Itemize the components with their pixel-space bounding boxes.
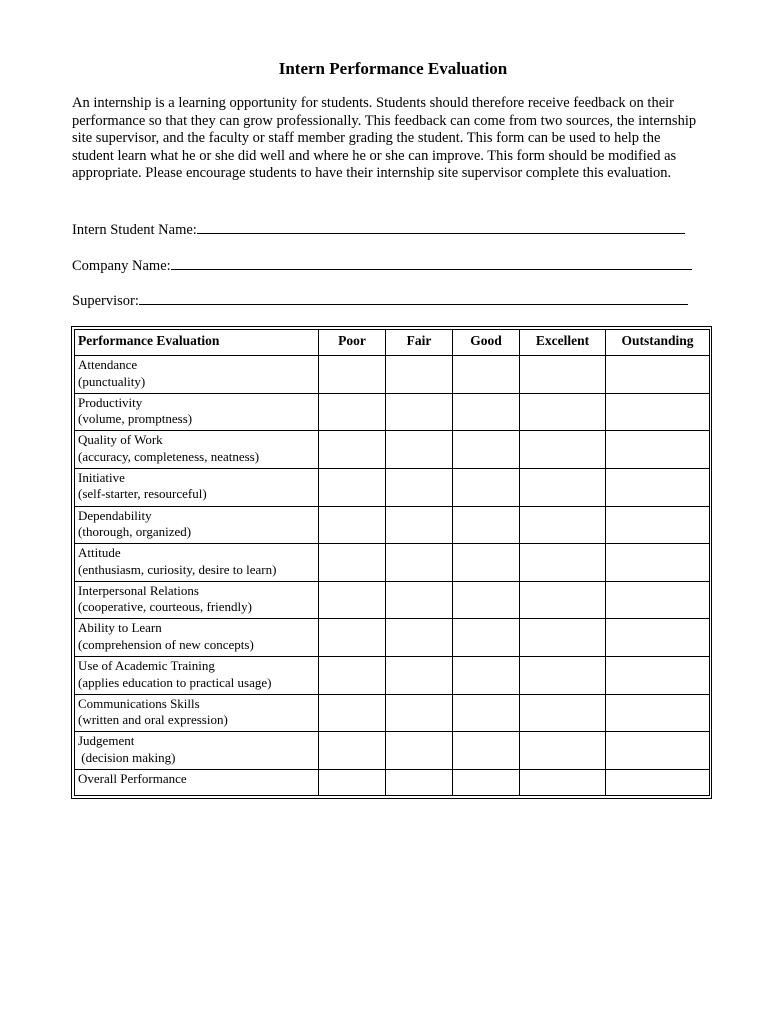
table-row bbox=[75, 431, 710, 469]
criterion-description: (decision making) bbox=[78, 749, 176, 765]
criterion-cell bbox=[75, 732, 319, 770]
rating-cell-poor[interactable] bbox=[319, 393, 386, 431]
criterion-cell bbox=[75, 657, 319, 695]
criterion-name: Overall Performance bbox=[78, 770, 187, 786]
header-fair: Fair bbox=[386, 330, 453, 356]
rating-cell-poor[interactable] bbox=[319, 769, 386, 795]
rating-cell-good[interactable] bbox=[453, 544, 520, 582]
supervisor-blank[interactable] bbox=[139, 292, 688, 305]
header-good: Good bbox=[453, 330, 520, 356]
header-outstanding: Outstanding bbox=[606, 330, 710, 356]
table-row bbox=[75, 732, 710, 770]
criterion-cell bbox=[75, 431, 319, 469]
rating-cell-poor[interactable] bbox=[319, 581, 386, 619]
rating-cell-good[interactable] bbox=[453, 431, 520, 469]
company-name-blank[interactable] bbox=[171, 257, 692, 270]
student-name-field bbox=[72, 221, 685, 239]
criterion-name: Dependability bbox=[78, 507, 152, 523]
rating-cell-poor[interactable] bbox=[319, 544, 386, 582]
criterion-cell bbox=[75, 544, 319, 582]
rating-cell-good[interactable] bbox=[453, 468, 520, 506]
rating-cell-excellent[interactable] bbox=[520, 657, 606, 695]
criterion-name: Attendance bbox=[78, 357, 138, 372]
criterion-description: (accuracy, completeness, neatness) bbox=[78, 448, 260, 464]
rating-cell-good[interactable] bbox=[453, 732, 520, 770]
rating-cell-poor[interactable] bbox=[319, 732, 386, 770]
rating-cell-excellent[interactable] bbox=[520, 732, 606, 770]
intro-paragraph: An internship is a learning opportunity for students. Students should therefore receive feedback on their performance so that they can grow professionally. This feedback can come from two sources, the internship site supervisor, and the faculty or staff member grading the student. This form can be used to help the student learn what he or she did well and where he or she can improve. This form should be modified as appropriate. Please encourage students to have their internship site supervisor complete this evaluation. bbox=[72, 95, 697, 182]
header-performance-evaluation: Performance Evaluation bbox=[75, 330, 319, 356]
rating-cell-fair[interactable] bbox=[386, 657, 453, 695]
rating-cell-excellent[interactable] bbox=[520, 393, 606, 431]
rating-cell-outstanding[interactable] bbox=[606, 581, 710, 619]
rating-cell-fair[interactable] bbox=[386, 468, 453, 506]
criterion-cell bbox=[75, 694, 319, 732]
criterion-description: (comprehension of new concepts) bbox=[78, 636, 254, 652]
rating-cell-fair[interactable] bbox=[386, 431, 453, 469]
rating-cell-excellent[interactable] bbox=[520, 544, 606, 582]
page-title: Intern Performance Evaluation bbox=[278, 59, 508, 78]
criterion-cell bbox=[75, 393, 319, 431]
rating-cell-outstanding[interactable] bbox=[606, 468, 710, 506]
evaluation-table-frame bbox=[71, 326, 712, 799]
criterion-name: Productivity bbox=[78, 394, 143, 410]
criterion-name: Interpersonal Relations bbox=[78, 582, 199, 598]
rating-cell-poor[interactable] bbox=[319, 468, 386, 506]
criterion-name: Judgement bbox=[78, 733, 135, 749]
table-row bbox=[75, 581, 710, 619]
criterion-name: Quality of Work bbox=[78, 432, 163, 448]
criterion-description: (cooperative, courteous, friendly) bbox=[78, 599, 252, 615]
rating-cell-excellent[interactable] bbox=[520, 769, 606, 795]
company-name-label: Company Name: bbox=[72, 258, 171, 274]
rating-cell-good[interactable] bbox=[453, 356, 520, 394]
criterion-name: Use of Academic Training bbox=[78, 658, 215, 673]
table-row bbox=[75, 356, 710, 394]
table-row bbox=[75, 694, 710, 732]
table-row bbox=[75, 657, 710, 695]
rating-cell-good[interactable] bbox=[453, 619, 520, 657]
criterion-name: Attitude bbox=[78, 545, 121, 561]
rating-cell-excellent[interactable] bbox=[520, 431, 606, 469]
rating-cell-excellent[interactable] bbox=[520, 468, 606, 506]
rating-cell-outstanding[interactable] bbox=[606, 769, 710, 795]
rating-cell-good[interactable] bbox=[453, 769, 520, 795]
supervisor-label: Supervisor: bbox=[72, 293, 139, 309]
rating-cell-excellent[interactable] bbox=[520, 356, 606, 394]
criterion-description: (thorough, organized) bbox=[78, 524, 192, 539]
rating-cell-fair[interactable] bbox=[386, 732, 453, 770]
rating-cell-good[interactable] bbox=[453, 393, 520, 431]
rating-cell-poor[interactable] bbox=[319, 506, 386, 544]
rating-cell-outstanding[interactable] bbox=[606, 356, 710, 394]
rating-cell-fair[interactable] bbox=[386, 506, 453, 544]
evaluation-table bbox=[74, 329, 710, 796]
rating-cell-outstanding[interactable] bbox=[606, 657, 710, 695]
rating-cell-outstanding[interactable] bbox=[606, 393, 710, 431]
criterion-cell bbox=[75, 619, 319, 657]
rating-cell-poor[interactable] bbox=[319, 694, 386, 732]
rating-cell-good[interactable] bbox=[453, 506, 520, 544]
criterion-description: (volume, promptness) bbox=[78, 411, 193, 427]
student-name-blank[interactable] bbox=[197, 221, 685, 234]
criterion-description: (written and oral expression) bbox=[78, 712, 228, 728]
criterion-cell bbox=[75, 506, 319, 544]
criterion-cell bbox=[75, 356, 319, 394]
criterion-name: Communications Skills bbox=[78, 695, 200, 711]
rating-cell-fair[interactable] bbox=[386, 544, 453, 582]
rating-cell-excellent[interactable] bbox=[520, 581, 606, 619]
supervisor-field bbox=[72, 292, 688, 310]
rating-cell-outstanding[interactable] bbox=[606, 619, 710, 657]
criterion-description: (enthusiasm, curiosity, desire to learn) bbox=[78, 561, 277, 577]
rating-cell-good[interactable] bbox=[453, 657, 520, 695]
criterion-description: (punctuality) bbox=[78, 373, 146, 389]
criterion-description: (applies education to practical usage) bbox=[78, 674, 272, 690]
criterion-name: Initiative bbox=[78, 469, 125, 485]
rating-cell-excellent[interactable] bbox=[520, 619, 606, 657]
rating-cell-poor[interactable] bbox=[319, 619, 386, 657]
rating-cell-outstanding[interactable] bbox=[606, 544, 710, 582]
rating-cell-outstanding[interactable] bbox=[606, 732, 710, 770]
rating-cell-good[interactable] bbox=[453, 694, 520, 732]
criterion-name: Ability to Learn bbox=[78, 620, 162, 636]
rating-cell-fair[interactable] bbox=[386, 581, 453, 619]
rating-cell-outstanding[interactable] bbox=[606, 431, 710, 469]
table-row bbox=[75, 393, 710, 431]
header-excellent: Excellent bbox=[520, 330, 606, 356]
table-header-row bbox=[75, 330, 710, 356]
criterion-description: (self-starter, resourceful) bbox=[78, 486, 207, 502]
table-row bbox=[75, 468, 710, 506]
student-name-label: Intern Student Name: bbox=[72, 222, 197, 238]
rating-cell-fair[interactable] bbox=[386, 619, 453, 657]
rating-cell-poor[interactable] bbox=[319, 657, 386, 695]
table-row bbox=[75, 506, 710, 544]
table-row bbox=[75, 769, 710, 795]
rating-cell-excellent[interactable] bbox=[520, 506, 606, 544]
rating-cell-fair[interactable] bbox=[386, 694, 453, 732]
criterion-cell bbox=[75, 581, 319, 619]
rating-cell-excellent[interactable] bbox=[520, 694, 606, 732]
header-poor: Poor bbox=[319, 330, 386, 356]
table-row bbox=[75, 619, 710, 657]
rating-cell-poor[interactable] bbox=[319, 356, 386, 394]
evaluation-table-body bbox=[75, 356, 710, 796]
table-row bbox=[75, 544, 710, 582]
criterion-cell bbox=[75, 468, 319, 506]
criterion-cell bbox=[75, 769, 319, 795]
rating-cell-outstanding[interactable] bbox=[606, 506, 710, 544]
rating-cell-poor[interactable] bbox=[319, 431, 386, 469]
rating-cell-fair[interactable] bbox=[386, 769, 453, 795]
rating-cell-fair[interactable] bbox=[386, 393, 453, 431]
rating-cell-good[interactable] bbox=[453, 581, 520, 619]
rating-cell-fair[interactable] bbox=[386, 356, 453, 394]
company-name-field bbox=[72, 257, 692, 275]
rating-cell-outstanding[interactable] bbox=[606, 694, 710, 732]
